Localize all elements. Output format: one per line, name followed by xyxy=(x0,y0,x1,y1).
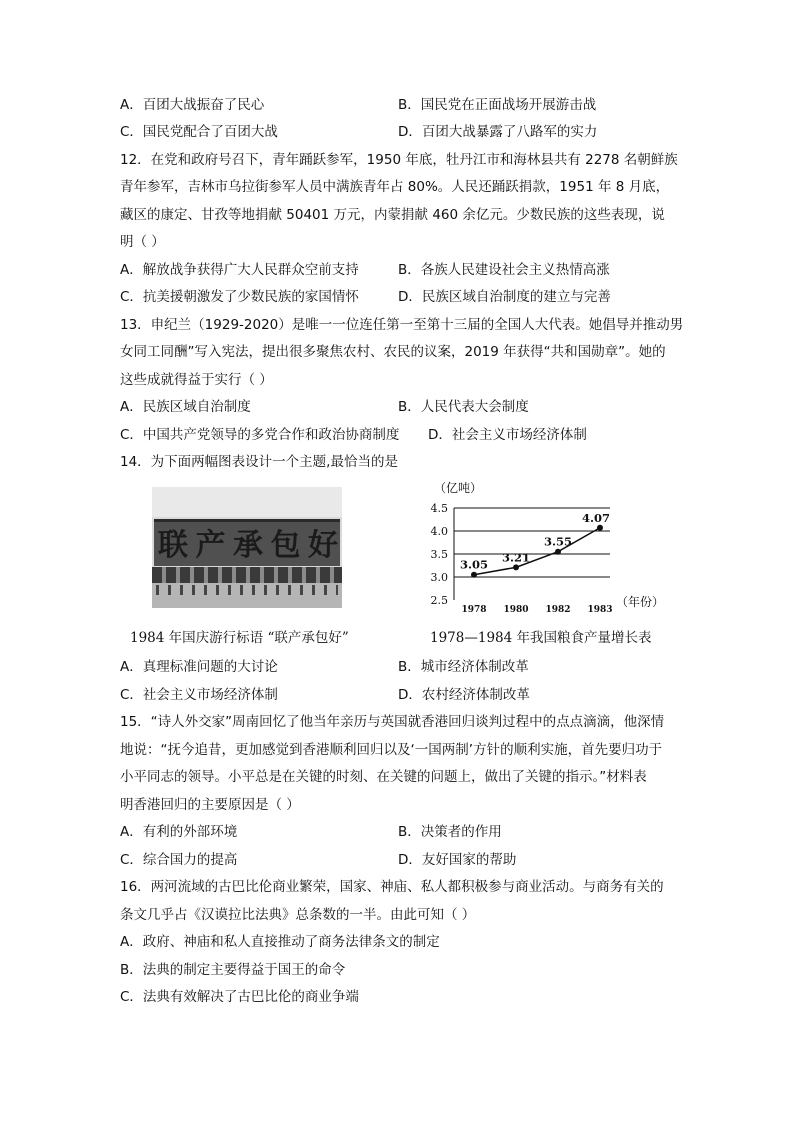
banner-char: 联 xyxy=(158,528,188,563)
banner-char: 好 xyxy=(308,528,338,563)
q13-option-b: B．人民代表大会制度 xyxy=(398,399,529,415)
q15-stem-line: 地说：“抚今追昔，更加感觉到香港顺利回归以及‘一国两制’方针的顺利实施，首先要归功于 xyxy=(120,742,663,758)
q15-stem-line: 15．“诗人外交家”周南回忆了他当年亲历与英国就香港回归谈判过程中的点点滴滴，他深情 xyxy=(120,714,665,730)
chart-caption: 1978—1984 年我国粮食产量增长表 xyxy=(430,630,652,646)
parade-banner xyxy=(158,517,338,567)
q14-option-b: B．城市经济体制改革 xyxy=(398,659,529,675)
photo-caption: 1984 年国庆游行标语 “联产承包好” xyxy=(130,630,349,646)
q12-stem-line: 青年参军，吉林市乌拉街参军人员中满族青年占 80%。人民还踊跃捐款，1951 年 8 月底， xyxy=(120,179,670,195)
parade-photo xyxy=(152,487,342,608)
y-tick-label: 2.5 xyxy=(430,594,448,607)
q14-option-c: C．社会主义市场经济体制 xyxy=(120,687,278,703)
q14-option-a: A．真理标准问题的大讨论 xyxy=(120,659,278,675)
x-tick-label: 1983 xyxy=(587,605,613,615)
q13-option-d: D．社会主义市场经济体制 xyxy=(428,427,587,443)
data-label: 3.55 xyxy=(543,534,573,549)
q11-option-d: D．百团大战暴露了八路军的实力 xyxy=(398,124,598,140)
q15-option-d: D．友好国家的帮助 xyxy=(398,852,517,868)
q12-option-d: D．民族区域自治制度的建立与完善 xyxy=(398,289,611,305)
x-tick-label: 1980 xyxy=(503,605,529,615)
q12-stem-line: 12．在党和政府号召下，青年踊跃参军，1950 年底，牡丹江市和海林县共有 2278 名朝鲜族 xyxy=(120,152,678,168)
q15-option-c: C．综合国力的提高 xyxy=(120,852,238,868)
data-label: 4.07 xyxy=(581,510,611,525)
q13-stem-line: 这些成就得益于实行（ ） xyxy=(120,372,273,388)
data-points xyxy=(471,525,603,578)
q12-option-b: B．各族人民建设社会主义热情高涨 xyxy=(398,262,610,278)
y-tick-label: 4.0 xyxy=(430,525,448,538)
data-labels xyxy=(460,511,610,572)
q16-stem-line: 条文几乎占《汉谟拉比法典》总条数的一半。由此可知（ ） xyxy=(120,907,476,923)
y-unit-label: （亿吨） xyxy=(434,481,483,495)
q13-option-a: A．民族区域自治制度 xyxy=(120,399,251,415)
data-point xyxy=(471,572,477,578)
y-tick-labels xyxy=(431,502,449,607)
q11-option-a: A．百团大战振奋了民心 xyxy=(120,97,265,113)
q16-option-b: B．法典的制定主要得益于国王的命令 xyxy=(120,962,346,978)
q12-stem-line: 明（ ） xyxy=(120,234,165,250)
data-label: 3.21 xyxy=(501,550,531,565)
q15-stem-line: 明香港回归的主要原因是（ ） xyxy=(120,797,300,813)
banner-char: 承 xyxy=(233,528,263,563)
q16-stem-line: 16．两河流域的古巴比伦商业繁荣，国家、神庙、私人都积极参与商业活动。与商务有关的 xyxy=(120,879,664,895)
q13-stem-line: 女同工同酬”写入宪法，提出很多聚焦农村、农民的议案，2019 年获得“共和国勋章”。她的 xyxy=(120,344,666,360)
q11-option-b: B．国民党在正面战场开展游击战 xyxy=(398,97,597,113)
q15-option-a: A．有利的外部环境 xyxy=(120,824,238,840)
x-tick-label: 1978 xyxy=(461,605,487,615)
grain-output-chart xyxy=(420,478,670,618)
x-unit-label: （年份） xyxy=(616,595,665,609)
data-label: 3.05 xyxy=(459,557,489,572)
data-point xyxy=(513,564,519,570)
q16-option-a: A．政府、神庙和私人直接推动了商务法律条文的制定 xyxy=(120,934,440,950)
q15-option-b: B．决策者的作用 xyxy=(398,824,502,840)
q14-stem: 14．为下面两幅图表设计一个主题,最恰当的是 xyxy=(120,454,398,470)
q12-option-a: A．解放战争获得广大人民群众空前支持 xyxy=(120,262,359,278)
q11-option-c: C．国民党配合了百团大战 xyxy=(120,124,278,140)
data-point xyxy=(597,525,603,531)
x-tick-label: 1982 xyxy=(545,605,571,615)
q13-option-c: C．中国共产党领导的多党合作和政治协商制度 xyxy=(120,427,400,443)
q15-stem-line: 小平同志的领导。小平总是在关键的时刻、在关键的问题上，做出了关键的指示。”材料表 xyxy=(120,769,647,785)
q12-stem-line: 藏区的康定、甘孜等地捐献 50401 万元，内蒙捐献 460 余亿元。少数民族的这些表现，说 xyxy=(120,207,665,223)
grain-output-line xyxy=(474,528,600,575)
q12-option-c: C．抗美援朝激发了少数民族的家国情怀 xyxy=(120,289,359,305)
q16-option-c: C．法典有效解决了古巴比伦的商业争端 xyxy=(120,989,359,1005)
q13-stem-line: 13．申纪兰（1929-2020）是唯一一位连任第一至第十三届的全国人大代表。她倡导并推动男 xyxy=(120,317,684,333)
banner-char: 包 xyxy=(270,528,301,563)
banner-char: 产 xyxy=(195,528,226,563)
q14-option-d: D．农村经济体制改革 xyxy=(398,687,530,703)
data-point xyxy=(555,549,561,555)
y-tick-label: 3.5 xyxy=(430,548,448,561)
y-tick-label: 3.0 xyxy=(430,571,448,584)
x-tick-labels xyxy=(461,605,612,615)
y-tick-label: 4.5 xyxy=(430,502,448,515)
